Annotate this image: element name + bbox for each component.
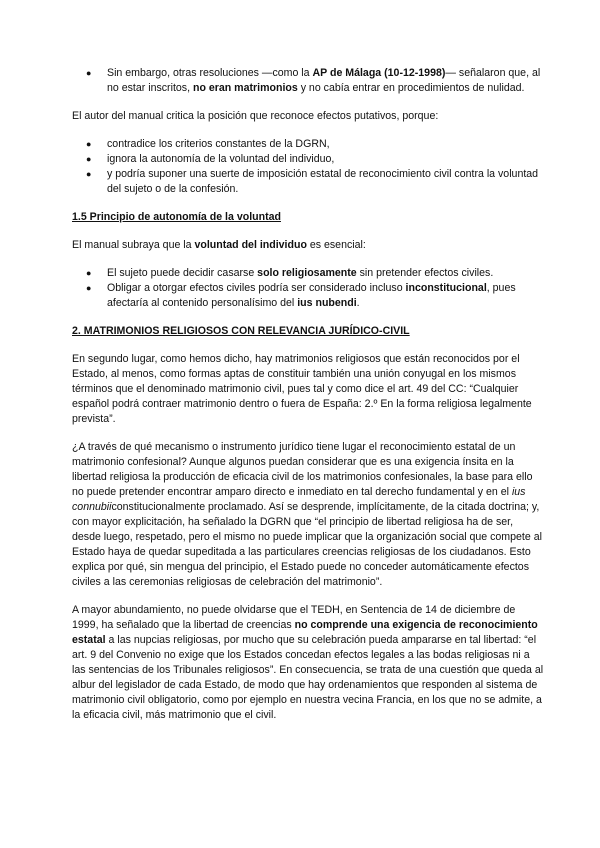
text-run: ignora la autonomía de la voluntad del individuo, (107, 153, 335, 165)
text-run: Obligar a otorgar efectos civiles podría ser considerado incluso (107, 282, 406, 294)
text-run: . (356, 297, 360, 309)
bullet-icon: ● (86, 169, 92, 179)
section-heading-2: 2. MATRIMONIOS RELIGIOSOS CON RELEVANCIA JURÍDICO-CIVIL (72, 325, 410, 337)
text-run: , pues afectaría al contenido personalísimo del (107, 282, 516, 309)
section-heading-1-5: 1.5 Principio de autonomía de la voluntad (72, 211, 281, 223)
bold-text: AP de Málaga (10-12-1998) (312, 67, 446, 79)
bold-text: no eran matrimonios (192, 82, 298, 94)
text-run: sin pretender efectos civiles. (356, 267, 494, 279)
text-run: a las nupcias religiosas, por mucho que su celebración pueda ampararse en tal libertad: “el art. 9 del Convenio no exige que los Estados concedan efectos legales a las bodas religiosas ni a las sentencias de los Tribunales religiosos”. En consecuencia, se trata de una cuestión que queda al albur del legislador de cada Estado, de modo que hay ordenamientos que responden al sistema de matrimonio civil obligatorio, como por ejemplo en nuestra vecina Francia, en los que no se admite, a la eficacia civil, más matrimonio que el civil. (72, 634, 544, 721)
italic-text: ius connubii (72, 486, 526, 513)
text-run: y no cabía entrar en procedimientos de nulidad. (297, 82, 525, 94)
bold-text: no comprende una exigencia de reconocimiento estatal (72, 619, 538, 646)
bold-text: inconstitucional (405, 282, 487, 294)
bullet-icon: ● (86, 68, 92, 78)
paragraph-author-critique: El autor del manual critica la posición que reconoce efectos putativos, porque: (72, 110, 439, 122)
list-effects-resolutions (72, 66, 544, 96)
text-run: En segundo lugar, como hemos dicho, hay matrimonios religiosos que están reconocidos por el Estado, al menos, como formas aptas de constituir también una unión conyugal en los mismos términos que el denominado matrimonio civil, pues tal y como dice el art. 49 del CC: “Cualquier español podrá contraer matrimonio dentro o fuera de España: 2.º En la forma religiosa legalmente prevista”. (72, 353, 532, 425)
text-run: A mayor abundamiento, no puede olvidarse que el TEDH, en Sentencia de 14 de diciembre de 1999, ha señalado que la libertad de creencias (72, 604, 516, 631)
text-run: contradice los criterios constantes de la DGRN, (107, 138, 330, 150)
list-critique-reasons (72, 137, 544, 197)
paragraph-recognized-marriages (72, 352, 544, 427)
list-item (72, 66, 544, 96)
text-run: El manual subraya que la (72, 239, 195, 251)
bullet-icon: ● (86, 283, 92, 293)
text-run: — señalaron que, al no estar inscritos, (107, 67, 541, 94)
bold-text: solo religiosamente (257, 267, 357, 279)
paragraph-will-essential (72, 238, 544, 253)
bullet-icon: ● (86, 139, 92, 149)
text-run: El sujeto puede decidir casarse (107, 267, 258, 279)
bullet-icon: ● (86, 154, 92, 164)
list-will-points (72, 266, 544, 311)
bold-text: voluntad del individuo (194, 239, 307, 251)
text-run: constitucionalmente proclamado. Así se desprende, implícitamente, de la citada doctrina; y, con mayor explicitación, ha señalado la DGRN que “el principio de libertad religiosa ha de ser, desde luego, respetado, pero el mismo no puede implicar que la organización social que compete al Estado haya de quedar supeditada a las particulares creencias religiosas de los ciudadanos. Esto explica por qué, sin mengua del principio, el Estado puede no conceder automáticamente efectos civiles a las ceremonias religiosas de celebración del matrimonio”. (72, 501, 542, 588)
list-item (72, 167, 544, 197)
bold-text: ius nubendi (297, 297, 357, 309)
list-item (72, 266, 544, 281)
paragraph-tedh-ruling (72, 603, 544, 723)
bullet-icon: ● (86, 268, 92, 278)
text-run: Sin embargo, otras resoluciones —como la (107, 67, 313, 79)
list-item (72, 281, 544, 311)
text-run: ¿A través de qué mecanismo o instrumento jurídico tiene lugar el reconocimiento estatal de un matrimonio confesional? Aunque algunos puedan considerar que es una exigencia ínsita en la libertad religiosa la producción de eficacia civil de los matrimonios confesionales, la base para ello no puede pretender encontrar amparo directo e inmediato en tal derecho fundamental y en el (72, 441, 533, 498)
text-run: es esencial: (306, 239, 366, 251)
paragraph-legal-mechanism (72, 440, 544, 590)
text-run: y podría suponer una suerte de imposición estatal de reconocimiento civil contra la voluntad del sujeto o de la confesión. (107, 168, 539, 195)
list-item (72, 152, 544, 167)
list-item (72, 137, 544, 152)
